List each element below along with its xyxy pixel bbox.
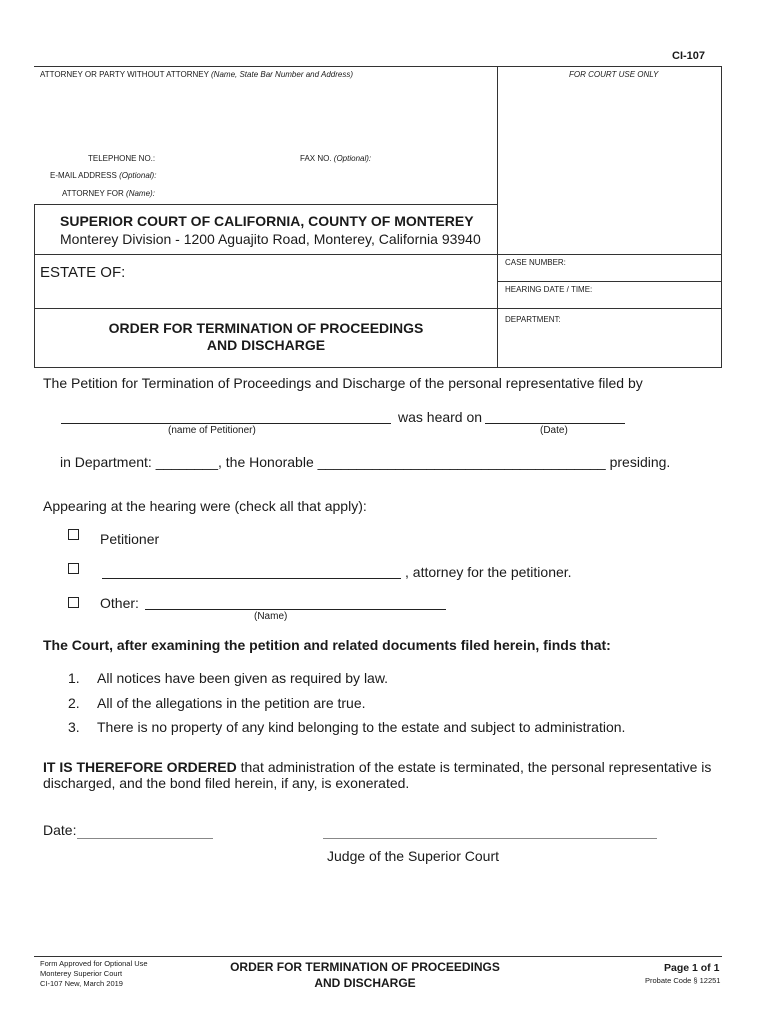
court-use-only-label: FOR COURT USE ONLY (569, 70, 659, 79)
court-name: SUPERIOR COURT OF CALIFORNIA, COUNTY OF MONTEREY (60, 213, 474, 229)
form-id: CI-107 (672, 50, 706, 62)
estate-of-label: ESTATE OF: (40, 264, 126, 281)
judge-signature-line[interactable] (323, 838, 657, 839)
form-title-line1: ORDER FOR TERMINATION OF PROCEEDINGS (108, 320, 424, 336)
hearing-date-label: HEARING DATE / TIME: (505, 285, 593, 294)
appearing-text: Appearing at the hearing were (check all that apply): (43, 498, 367, 514)
finding-number: 3. (68, 719, 80, 735)
footer-approval (40, 959, 148, 989)
ordered-line-2: discharged, and the bond filed herein, if any, is exonerated. (43, 775, 410, 791)
signature-date-line[interactable] (77, 838, 213, 839)
case-number-label: CASE NUMBER: (505, 258, 566, 267)
other-option-label: Other: (100, 595, 139, 611)
footer-approval-line: Monterey Superior Court (40, 969, 123, 978)
attorney-name-line[interactable] (102, 578, 401, 579)
petition-intro: The Petition for Termination of Proceedings and Discharge of the personal representative filed by (43, 375, 643, 391)
attorney-checkbox[interactable] (68, 563, 79, 574)
department-label: DEPARTMENT: (505, 315, 561, 324)
petitioner-option-label: Petitioner (100, 531, 160, 547)
attorney-for-label: ATTORNEY FOR (Name): (62, 189, 155, 198)
date-caption: (Date) (540, 425, 568, 436)
judge-caption: Judge of the Superior Court (327, 848, 499, 864)
finding-text: There is no property of any kind belonging to the estate and subject to administration. (97, 719, 626, 735)
petitioner-checkbox[interactable] (68, 529, 79, 540)
attorney-label: ATTORNEY OR PARTY WITHOUT ATTORNEY (Name, State Bar Number and Address) (40, 70, 353, 79)
court-finds-text: The Court, after examining the petition and related documents filed herein, finds that: (43, 637, 611, 653)
finding-number: 1. (68, 670, 80, 686)
other-name-line[interactable] (145, 609, 446, 610)
other-checkbox[interactable] (68, 597, 79, 608)
footer-title (200, 959, 530, 991)
name-caption: (Name) (254, 611, 288, 622)
petitioner-name-line[interactable] (61, 423, 391, 424)
ordered-line-1 (43, 759, 711, 775)
email-label: E-MAIL ADDRESS (Optional): (50, 171, 157, 180)
footer-approval-line: CI-107 New, March 2019 (40, 979, 123, 988)
court-division: Monterey Division - 1200 Aguajito Road, Monterey, California 93940 (60, 231, 481, 247)
finding-text: All of the allegations in the petition are true. (97, 695, 366, 711)
finding-number: 2. (68, 695, 80, 711)
hearing-date-line[interactable] (485, 423, 625, 424)
telephone-label: TELEPHONE NO.: (88, 154, 156, 163)
date-label: Date: (43, 822, 77, 838)
ordered-bold: IT IS THEREFORE ORDERED (43, 759, 237, 775)
finding-text: All notices have been given as required by law. (97, 670, 389, 686)
ordered-rest: that administration of the estate is terminated, the personal representative is (236, 759, 712, 775)
name-of-petitioner-caption: (name of Petitioner) (168, 425, 256, 436)
probate-code: Probate Code § 12251 (645, 976, 721, 985)
page-number: Page 1 of 1 (664, 962, 720, 974)
form-title-line2: AND DISCHARGE (206, 337, 326, 353)
footer-title-line1: ORDER FOR TERMINATION OF PROCEEDINGS (230, 960, 500, 974)
footer-approval-line: Form Approved for Optional Use (40, 959, 148, 968)
was-heard-on: was heard on (398, 409, 483, 425)
department-line: in Department: ________, the Honorable _____________________________________ presiding. (60, 454, 671, 470)
footer-title-line2: AND DISCHARGE (314, 976, 416, 990)
footer-divider (34, 956, 722, 957)
fax-label: FAX NO. (Optional): (300, 154, 372, 163)
attorney-option-label: , attorney for the petitioner. (405, 564, 572, 580)
